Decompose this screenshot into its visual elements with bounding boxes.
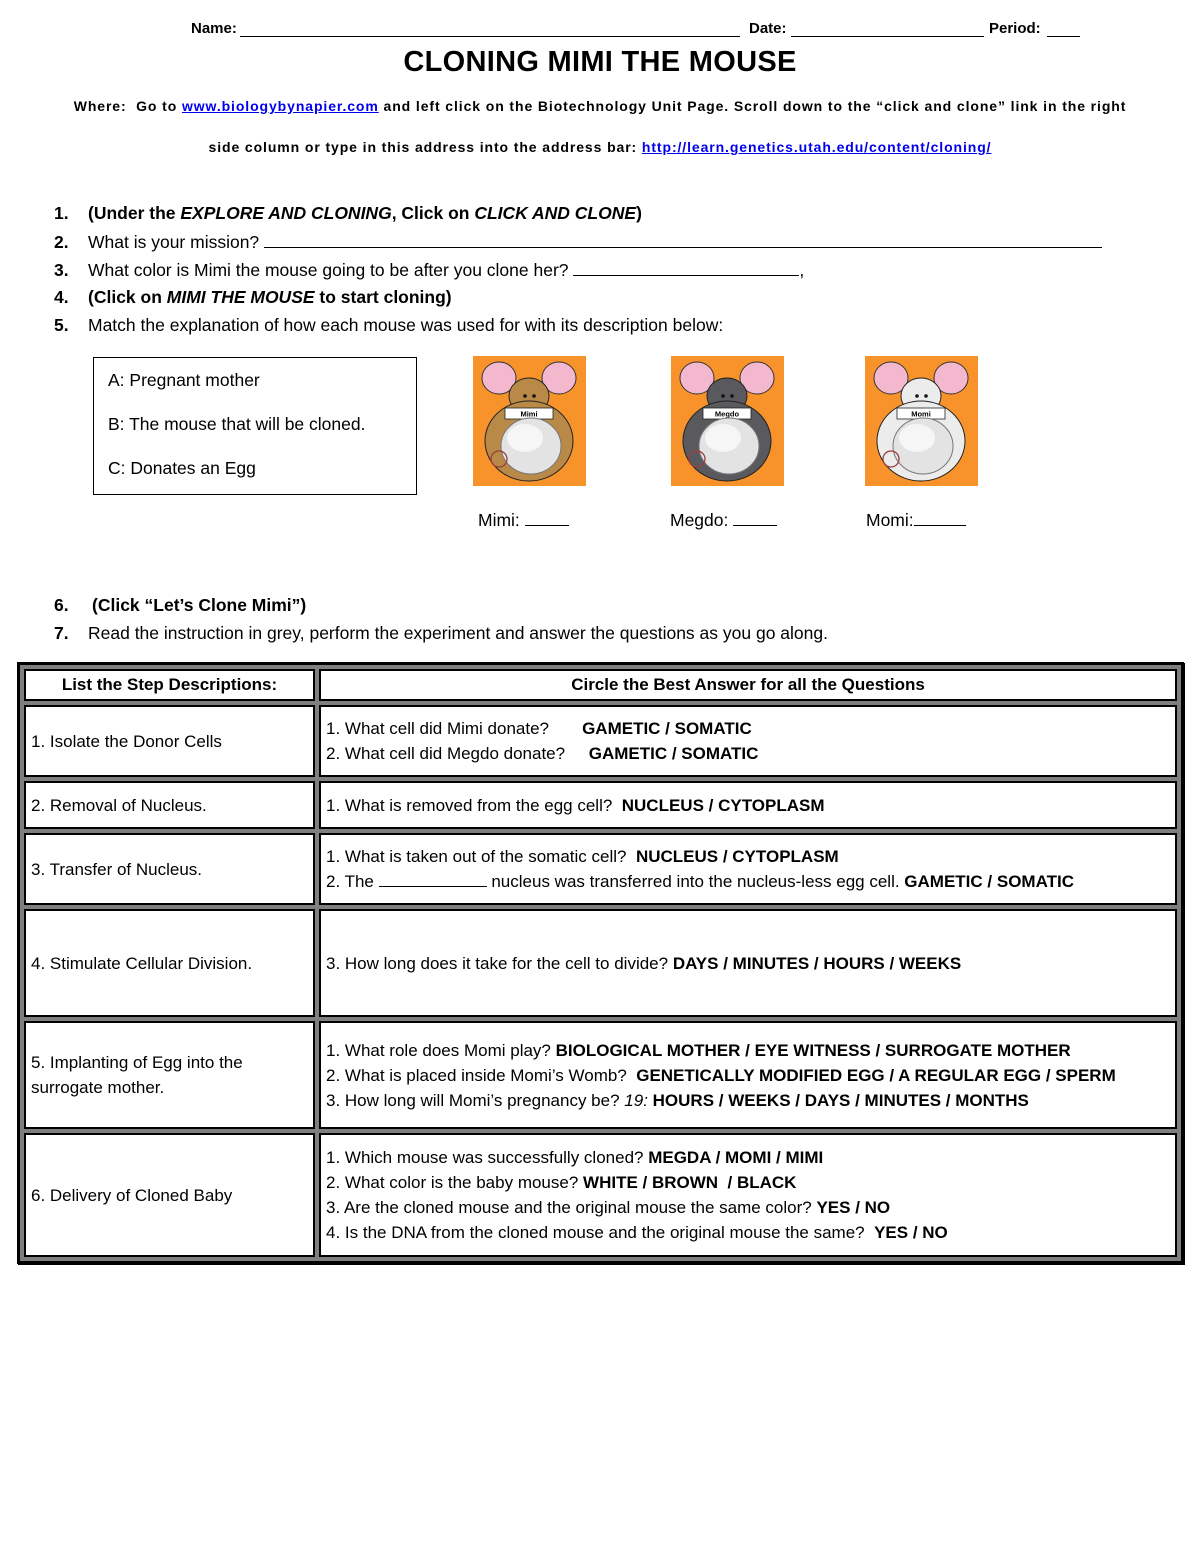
answer-choices[interactable]: GENETICALLY MODIFIED EGG / A REGULAR EGG / SPERM [636,1065,1116,1085]
question-line: 3. Are the cloned mouse and the original mouse the same color? YES / NO [326,1198,891,1217]
color-blank[interactable] [573,259,799,276]
step-questions [319,1021,1177,1129]
date-blank[interactable] [791,20,984,37]
step-questions [319,909,1177,1017]
question-3: 3. What color is Mimi the mouse going to be after you clone her? , [54,260,805,280]
table-row [24,1021,1177,1129]
mouse-tag-text: Mimi [520,409,538,419]
question-line: 1. What is removed from the egg cell? NUCLEUS / CYTOPLASM [326,795,825,815]
header-step-descriptions: List the Step Descriptions: [24,669,315,701]
mission-blank[interactable] [264,231,1102,248]
name-label: Name: [191,20,237,37]
answer-choices[interactable]: GAMETIC / SOMATIC [588,744,759,763]
answer-choices[interactable]: YES / NO [816,1198,891,1217]
megdo-answer: Megdo: [670,509,777,531]
mouse-tag-text: Megdo [714,409,740,419]
where-mid: and left click on the Biotechnology Unit Page. Scroll down to the “click and clone” link in the right [378,98,1127,114]
answer-choices[interactable]: WHITE / BROWN / BLACK [583,1173,797,1192]
question-line: 1. What role does Momi play? BIOLOGICAL MOTHER / EYE WITNESS / SURROGATE MOTHER [326,1040,1071,1060]
answer-choices[interactable]: NUCLEUS / CYTOPLASM [635,847,839,866]
where-lead: Where: Go to [73,98,182,114]
match-options-box [93,357,417,495]
question-line: 3. How long will Momi’s pregnancy be? 19: HOURS / WEEKS / DAYS / MINUTES / MONTHS [326,1090,1029,1110]
answer-blank[interactable] [379,872,487,887]
step-questions [319,1133,1177,1257]
table-header-row [24,669,1177,701]
answer-choices[interactable]: DAYS / MINUTES / HOURS / WEEKS [672,953,962,973]
step-questions [319,781,1177,829]
step-description: 3. Transfer of Nucleus. [24,833,315,905]
option-c: C: Donates an Egg [108,458,256,478]
step-description: 6. Delivery of Cloned Baby [24,1133,315,1257]
question-line: 1. Which mouse was successfully cloned? MEGDA / MOMI / MIMI [326,1148,824,1167]
option-b: B: The mouse that will be cloned. [108,414,366,434]
question-line: 2. The nucleus was transferred into the nucleus-less egg cell. GAMETIC / SOMATIC [326,872,1074,891]
step-questions [319,705,1177,777]
question-line: 2. What color is the baby mouse? WHITE / BROWN / BLACK [326,1173,797,1192]
question-line: 2. What cell did Megdo donate? GAMETIC / SOMATIC [326,744,759,763]
question-line: 3. How long does it take for the cell to divide? DAYS / MINUTES / HOURS / WEEKS [326,953,962,973]
table-row [24,705,1177,777]
question-4: 4. (Click on MIMI THE MOUSE to start cloning) [54,287,452,307]
answer-choices[interactable]: GAMETIC / SOMATIC [582,719,752,738]
mouse-drawing [473,356,586,486]
date-label: Date: [749,20,787,37]
url-link[interactable]: http://learn.genetics.utah.edu/content/cloning/ [641,139,992,155]
table-row [24,909,1177,1017]
momi-blank[interactable] [914,509,966,526]
megdo-mouse-image [671,356,784,486]
question-line: 2. What is placed inside Momi’s Womb? GENETICALLY MODIFIED EGG / A REGULAR EGG / SPERM [326,1065,1116,1085]
instructions-line-1 [0,98,1200,114]
question-5: 5. Match the explanation of how each mouse was used for with its description below: [54,315,724,335]
answer-choices[interactable]: GAMETIC / SOMATIC [904,872,1074,891]
answer-choices[interactable]: HOURS / WEEKS / DAYS / MINUTES / MONTHS [647,1090,1029,1110]
mimi-blank[interactable] [525,509,569,526]
page-title: CLONING MIMI THE MOUSE [403,46,797,78]
answer-choices[interactable]: BIOLOGICAL MOTHER / EYE WITNESS / SURROGATE MOTHER [555,1040,1071,1060]
table-row [24,781,1177,829]
answer-choices[interactable]: MEGDA / MOMI / MIMI [648,1148,824,1167]
step-description: 4. Stimulate Cellular Division. [24,909,315,1017]
momi-answer: Momi: [866,509,966,531]
where-line2: side column or type in this address into the address bar: [208,139,642,155]
question-1: 1. (Under the EXPLORE AND CLONING, Click on CLICK AND CLONE) [54,203,642,223]
question-2: 2. What is your mission? [54,231,1102,253]
mouse-drawing [671,356,784,486]
step-description: 1. Isolate the Donor Cells [24,705,315,777]
question-7: 7. Read the instruction in grey, perform the experiment and answer the questions as you go along. [54,623,828,643]
site-link[interactable]: www.biologybynapier.com [181,98,379,114]
step-questions [319,833,1177,905]
answer-choices[interactable]: YES / NO [874,1223,948,1242]
table-row [24,833,1177,905]
table-row [24,1133,1177,1257]
question-6: 6. (Click “Let’s Clone Mimi”) [54,595,307,615]
step-description: 2. Removal of Nucleus. [24,781,315,829]
mimi-mouse-image [473,356,586,486]
steps-table [17,662,1184,1264]
period-blank[interactable] [1047,20,1080,37]
instructions-line-2 [0,139,1200,155]
name-blank[interactable] [240,20,740,37]
period-label: Period: [989,20,1041,37]
option-a: A: Pregnant mother [108,370,260,390]
question-line: 1. What is taken out of the somatic cell? NUCLEUS / CYTOPLASM [326,847,839,866]
header-best-answer: Circle the Best Answer for all the Questions [319,669,1177,701]
step-description: 5. Implanting of Egg into the surrogate mother. [24,1021,315,1129]
question-line: 4. Is the DNA from the cloned mouse and the original mouse the same? YES / NO [326,1223,948,1242]
megdo-blank[interactable] [733,509,777,526]
answer-choices[interactable]: NUCLEUS / CYTOPLASM [621,795,825,815]
question-line: 1. What cell did Mimi donate? GAMETIC / SOMATIC [326,719,752,738]
mouse-drawing [865,356,978,486]
momi-mouse-image [865,356,978,486]
mimi-answer: Mimi: [478,509,569,531]
mouse-tag-text: Momi [911,409,931,419]
